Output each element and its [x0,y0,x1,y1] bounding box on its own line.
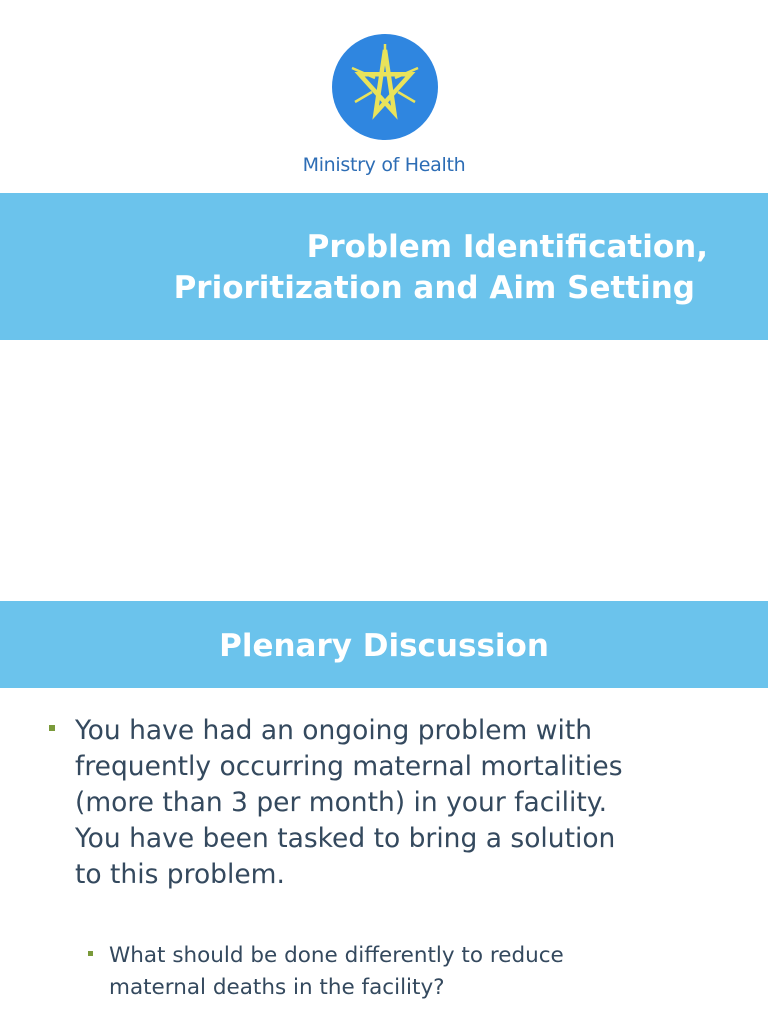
sub-bullet-line: What should be done differently to reduce [109,943,564,968]
ethiopian-star-emblem-icon [332,34,438,140]
main-bullet-text [75,713,735,893]
bullet-line: You have been tasked to bring a solution [75,823,616,854]
slide-title-line-1: Problem Identification, [306,229,708,265]
bullet-icon [49,725,55,731]
title-banner [0,193,768,340]
sub-bullet-icon [88,951,93,956]
slide-title-line-2: Prioritization and Aim Setting [173,270,695,306]
bullet-line: You have had an ongoing problem with [75,715,593,746]
bullet-line: frequently occurring maternal mortalities [75,751,623,782]
ministry-name: Ministry of Health [302,154,466,176]
slide-heading: Plenary Discussion [219,628,549,664]
bullet-line: to this problem. [75,859,285,890]
sub-bullet-line: maternal deaths in the facility? [109,975,445,1000]
sub-bullet-text [109,940,729,1004]
bullet-line: (more than 3 per month) in your facility. [75,787,608,818]
